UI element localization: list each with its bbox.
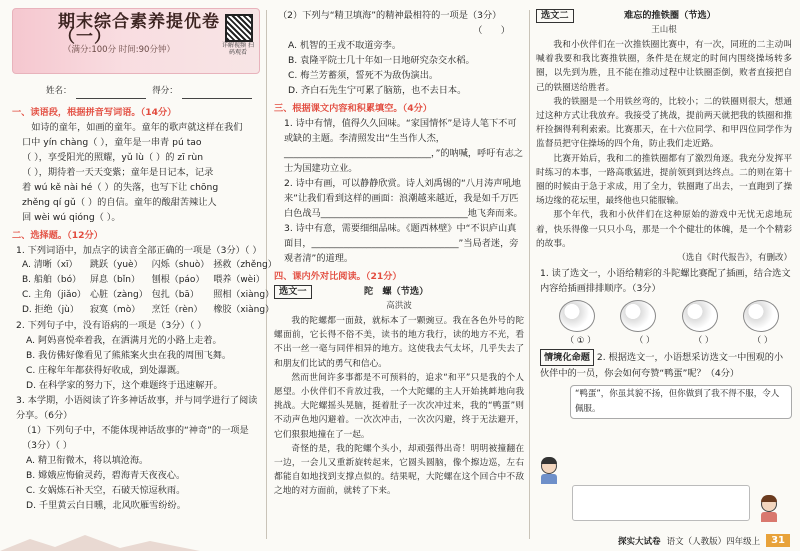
page-number: 31 xyxy=(766,534,790,547)
footer-subject: 语文（人教版）四年级上 xyxy=(666,536,761,547)
option-cell: 屏息（bǐn） xyxy=(90,275,140,285)
option-row[interactable] xyxy=(22,258,281,273)
passage-title: 陀 螺（节选） xyxy=(364,286,429,297)
order-blank[interactable]: （ ） xyxy=(634,336,655,347)
choice-option[interactable]: B. 袁隆平院士几十年如一日地研究杂交水稻。 xyxy=(288,55,475,66)
passage-author: 王山根 xyxy=(651,25,677,35)
choice-option[interactable]: A. 阿妈喜悦牵着我，在洒满月光的小路上走着。 xyxy=(26,335,222,346)
title-banner xyxy=(12,8,260,74)
order-blank[interactable]: （ ① ） xyxy=(565,336,596,347)
column-middle xyxy=(274,8,524,499)
order-blank[interactable]: （ ） xyxy=(693,336,714,347)
question-text: 3. 本学期，小语阅读了许多神话故事，并与同学进行了阅读分享。（6分） xyxy=(16,395,258,421)
choice-option[interactable]: C. 庄稼年年都获得好收成，到处瀑溉。 xyxy=(26,365,186,376)
passage-line: （ ），享受阳光的照耀，yǔ lù（ ）的 zī rùn xyxy=(22,152,204,163)
exam-title: 期末综合素养提优卷（一） xyxy=(58,12,220,47)
option-row[interactable] xyxy=(22,303,281,318)
fill-blank-item[interactable]: 1. 诗中有情，值得久久回味。“家国情怀”是诗人笔下不可或缺的主题。李清照发出“生当作人杰，________________________________，”的呐喊，呼吁有志之士为国建功立业。 xyxy=(284,118,524,174)
passage-paragraph: 奇怪的是，我的陀螺个头小，却顽强得出奇！明明被撞翻在一边，一会儿又重新旋转起来，它圆头圆脑，像个擦边巡，左右都能自如地找到支撑点似的。结果呢，大陀螺在这个回合中不敌之地的对方面前，就转了下来。 xyxy=(274,443,524,497)
choice-option[interactable]: A. 精卫衔微木，将以填沧海。 xyxy=(26,455,149,466)
passage-line: 回 wèi wú qióng（ ）。 xyxy=(22,212,121,223)
question-text xyxy=(540,349,792,381)
spinning-top-illustration xyxy=(743,300,779,332)
choice-option[interactable]: D. 在科学家的努力下，这个难题终于迅速解开。 xyxy=(26,380,223,391)
score-label: 得分： xyxy=(152,86,178,96)
question-text: 1. 读了选文一，小语给精彩的斗陀螺比赛配了插画，结合选文内容给插画排排顺序。（3分） xyxy=(540,268,791,295)
section-heading: 四、课内外对比阅读。（21分） xyxy=(274,271,402,282)
section-heading: 二、选择题。（12分） xyxy=(12,230,103,241)
student-avatar-icon xyxy=(540,458,558,484)
column-right xyxy=(536,8,792,419)
speech-bubble: “鸭蛋”，你虽其貌不扬，但你做到了我不得不服，令人佩服。 xyxy=(570,385,792,419)
answer-bracket[interactable]: （ ） xyxy=(473,25,510,36)
exam-subtitle: （满分:100分 时间:90分钟） xyxy=(63,45,175,55)
option-cell: A. 清晰（xī） xyxy=(22,260,78,270)
passage-paragraph: 我的陀螺都一面鼓，就标本了一颗豌豆。我在各色外号的陀螺面前，它长得不俗不美，读书的地方我行，读的地方不光，看不出一丝一毫与同伴相异的地方。这使我去气太坏，几乎失去了和朋友们比试的勇气和信心。 xyxy=(274,316,524,369)
sub-question-text: （2）下列与“精卫填海”的精神最相符的一项是（3分） xyxy=(278,10,502,21)
choice-option[interactable]: B. 嫦娥应悔偷灵药，碧海青天夜夜心。 xyxy=(26,470,186,481)
spinning-top-illustration xyxy=(559,300,595,332)
passage-line: zhěng qí gǔ（ ）的自信。童年的酸甜苦辣让人 xyxy=(22,197,217,208)
order-blanks xyxy=(546,334,792,349)
name-label: 姓名： xyxy=(46,86,72,96)
qr-code-icon xyxy=(225,14,253,42)
passage-line: 着 wú kě nài hé（ ）的失落，也写下让 chōng xyxy=(22,182,219,193)
question-text: 1. 下列词语中，加点字的读音全部正确的一项是（3分）（ ） xyxy=(16,245,262,256)
section-heading: 一、读语段，根据拼音写词语。（14分） xyxy=(12,107,177,118)
section-heading: 三、根据课文内容和积累填空。（4分） xyxy=(274,103,432,114)
footer-brand: 探实大试卷 xyxy=(618,536,661,547)
choice-option[interactable]: D. 齐白石先生宁可累了脑筋，也不去日本。 xyxy=(288,85,467,96)
option-cell: 喂养（wèi） xyxy=(213,275,265,285)
option-cell: 包扎（bā） xyxy=(151,290,199,300)
illustration-row xyxy=(546,300,792,332)
passage-paragraph: 我的铁圈是一个用铁丝弯的，比较小；二的铁圈则很大，想通过这种方式让我放弃。我接受了挑战，提前两天就把我的铁圈和推杆捡捆得利利索索。比赛那天，在十六位同学、和甲四位同学作为监督员把守住操场的四个角，防止我们走近路。 xyxy=(536,96,792,150)
choice-option[interactable]: A. 机智的王戎不取道旁李。 xyxy=(288,40,402,51)
question-text: 2. 下列句子中，没有语病的一项是（3分）（ ） xyxy=(16,320,207,331)
passage-author: 高洪波 xyxy=(386,301,412,311)
option-cell: 心脏（zàng） xyxy=(90,290,148,300)
passage-paragraph: 比赛开始后，我和二的推铁圈都有了激烈角逐。我充分发挥平时练习的本事，一路高歌猛进，提前领到到达终点。二的则在第十圈的时候由于急于求成，用了全力，铁圈跑了出去，一直跑到了操场边缘的花坛里，最终他也只能服输。 xyxy=(536,153,792,207)
spinning-top-illustration xyxy=(620,300,656,332)
option-cell: 拯救（zhěng） xyxy=(213,260,277,270)
option-cell: C. 主角（jiǎo） xyxy=(22,290,87,300)
passage-header xyxy=(274,284,524,299)
question-body: 2. 根据选文一，小语想采访选文一中围观的小伙伴中的一员，你会如何夸赞“鸭蛋”呢？（4分） xyxy=(540,352,784,380)
passage-paragraph: 那个年代，我和小伙伴们在这种原始的游戏中无忧无虑地玩着，快乐得像一只只小鸟，那是一个个健壮的体魄，是一个个精彩的故事。 xyxy=(536,210,792,249)
choice-option[interactable]: D. 千里黄云白日曛，北风吹雁雪纷纷。 xyxy=(26,500,186,511)
passage-paragraph: 然而世间许多事都是不可预料的，追求“和平”只是我的个人愿望。小伙伴们不肯放过我，一个大陀螺的主人开始挑衅地向我挑战。大陀螺摇头晃脑，挺着肚子一次次冲过来，我的“鸭蛋”则不动声色地闪避着。一次次冲击，一次次闪避，终于无法避开，它们狠狠地撞在了一起。 xyxy=(274,372,524,440)
question-tag: 情境化命题 xyxy=(540,349,594,366)
option-cell: 烹饪（rèn） xyxy=(151,305,203,315)
spinning-top-illustration xyxy=(682,300,718,332)
option-cell: 闪烁（shuò） xyxy=(151,260,210,270)
option-cell: 寂寞（mò） xyxy=(90,305,141,315)
answer-box[interactable] xyxy=(572,485,750,521)
fill-blank-item[interactable]: 2. 诗中有画，可以静静欣赏。诗人刘禹锡的“八月涛声吼地来”让我们看到这样的画面：浪潮越来越近，我是如千万匹白色战马________________________________地飞奔而来。 xyxy=(284,178,523,219)
student-avatar-icon xyxy=(760,496,778,522)
page-footer xyxy=(618,534,790,547)
passage-header xyxy=(536,8,792,23)
score-field[interactable] xyxy=(182,88,252,99)
choice-option[interactable]: B. 我仿佛好像看见了熊熊案火虫在我的周围飞舞。 xyxy=(26,350,232,361)
option-row[interactable] xyxy=(22,273,281,288)
column-divider xyxy=(529,10,530,539)
passage-source: （选自《时代报告》，有删改） xyxy=(677,253,792,264)
passage-line: 如诗的童年，如画的童年。童年的歌声就这样在我们 xyxy=(31,122,243,133)
option-cell: 橡胶（xiàng） xyxy=(213,305,275,315)
choice-option[interactable]: C. 梅兰芳蓄须，誓死不为敌伪演出。 xyxy=(288,70,439,81)
passage-line: （ ），期待着一天天变紫；童年是日记本，记录 xyxy=(22,167,214,178)
option-cell: D. 拒绝（jù） xyxy=(22,305,79,315)
order-blank[interactable]: （ ） xyxy=(752,336,773,347)
option-cell: B. 船舶（bó） xyxy=(22,275,82,285)
passage-label: 选文一 xyxy=(274,285,312,299)
passage-title: 难忘的推铁圈（节选） xyxy=(624,10,716,21)
option-cell: 刨根（páo） xyxy=(151,275,205,285)
choice-option[interactable]: C. 女娲炼石补天空，石破天惊逗秋雨。 xyxy=(26,485,186,496)
passage-label: 选文二 xyxy=(536,9,574,23)
column-left xyxy=(12,8,277,513)
pinyin-passage xyxy=(12,120,260,225)
option-cell: 照相（xiàng） xyxy=(213,290,275,300)
name-field[interactable] xyxy=(76,88,146,99)
mountain-decoration-icon xyxy=(0,533,200,551)
passage-paragraph: 我和小伙伴们在一次推铁圈比赛中，有一次，同班的二主动叫喊着我要和我比赛推铁圈，条件是在规定的时间内围绕操场转多圈，以先到为胜，且不能在推动过程中让铁圈歪倒，败者直接把自己的铁圈送给胜者。 xyxy=(536,40,792,93)
sub-question-text: （1）下列句子中，不能体现神话故事的“神奇”的一项是（3分）（ ） xyxy=(22,425,249,451)
fill-blank-item[interactable]: 3. 诗中有意，需要细细品味。《题西林壁》中“不识庐山真面目，________________________________”当局者迷，旁观者清”的道理。 xyxy=(284,223,519,264)
pronunciation-options xyxy=(22,258,281,318)
name-score-row xyxy=(46,84,260,99)
qr-caption: 详解视频 扫码观看 xyxy=(222,42,254,56)
option-cell: 跳跃（yuè） xyxy=(90,260,143,270)
option-row[interactable] xyxy=(22,288,281,303)
passage-line: 口中 yín chàng（ ），童年是一串青 pú tao xyxy=(22,137,202,148)
